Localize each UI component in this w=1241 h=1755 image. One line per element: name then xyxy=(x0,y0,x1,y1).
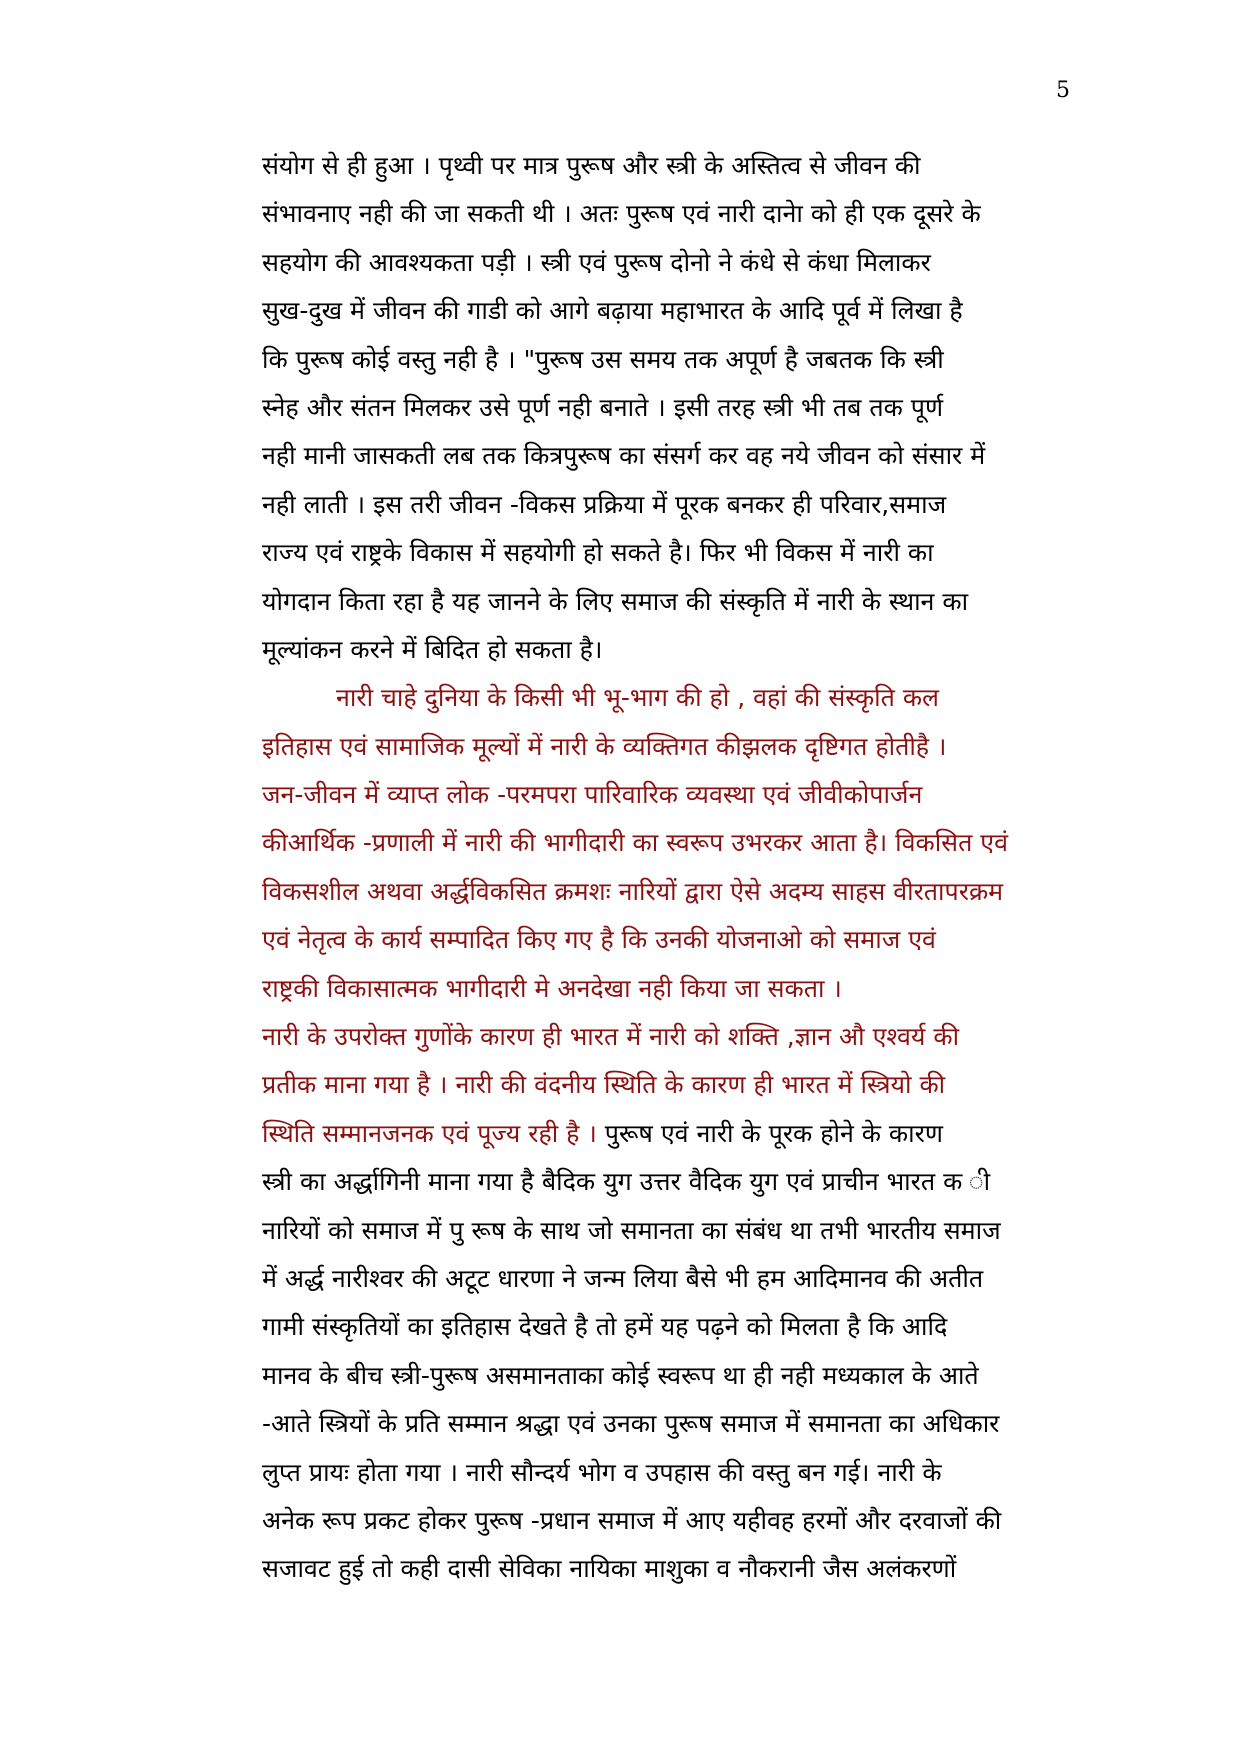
text-line: नही लाती । इस तरी जीवन -विकस प्रक्रिया में पूरक बनकर ही परिवार,समाज xyxy=(262,489,947,519)
text-line: जन-जीवन में व्याप्त लोक -परमपरा पारिवारिक व्यवस्था एवं जीवीकोपार्जन xyxy=(262,780,923,810)
text-line: नही मानी जासकती लब तक कित्रपुरूष का संसर्ग कर वह नये जीवन को संसार में xyxy=(262,441,986,471)
text-line xyxy=(262,1110,1062,1158)
text-line: में अर्द्ध नारीश्वर की अटूट धारणा ने जन्म लिया बैसे भी हम आदिमानव की अतीत xyxy=(262,1263,984,1293)
text-line: स्त्री का अर्द्धागिनी माना गया है बैदिक युग उत्तर वैदिक युग एवं प्राचीन भारत क ी xyxy=(262,1167,991,1197)
text-line: मानव के बीच स्त्री-पुरूष असमानताका कोई स्वरूप था ही नही मध्यकाल के आते xyxy=(262,1360,979,1390)
text-line: -आते स्त्रियों के प्रति सम्मान श्रद्धा एवं उनका पुरूष समाज में समानता का अधिकार xyxy=(262,1409,1000,1439)
text-segment: स्थिति सम्मानजनक एवं पूज्य रही है । xyxy=(262,1118,597,1148)
text-line: कीआर्थिक -प्रणाली में नारी की भागीदारी का स्वरूप उभरकर आता है। विकसित एवं xyxy=(262,828,1008,858)
text-line: लुप्त प्रायः होता गया । नारी सौन्दर्य भोग व उपहास की वस्तु बन गई। नारी के xyxy=(262,1457,942,1487)
text-line: एवं नेतृत्व के कार्य सम्पादित किए गए है कि उनकी योजनाओ को समाज एवं xyxy=(262,925,936,955)
page-number: 5 xyxy=(1056,78,1070,103)
text-segment: पुरूष एवं नारी के पूरक होने के कारण xyxy=(596,1118,943,1148)
body-text xyxy=(262,142,1062,1594)
text-line: कि पुरूष कोई वस्तु नही है । "पुरूष उस समय तक अपूर्ण है जबतक कि स्त्री xyxy=(262,344,944,374)
text-line: अनेक रूप प्रकट होकर पुरूष -प्रधान समाज में आए यहीवह हरमों और दरवाजों की xyxy=(262,1505,1002,1535)
text-line: राष्ट्रकी विकासात्मक भागीदारी मे अनदेखा नही किया जा सकता । xyxy=(262,973,842,1003)
text-line: गामी संस्कृतियों का इतिहास देखते है तो हमें यह पढ़ने को मिलता है कि आदि xyxy=(262,1312,948,1342)
text-line: योगदान किता रहा है यह जानने के लिए समाज की संस्कृति में नारी के स्थान का xyxy=(262,586,969,616)
text-line: विकसशील अथवा अर्द्धविकसित क्रमशः नारियों द्वारा ऐसे अदम्य साहस वीरतापरक्रम xyxy=(262,876,1004,906)
text-line: सजावट हुई तो कही दासी सेविका नायिका माशुका व नौकरानी जैस अलंकरणों xyxy=(262,1554,957,1584)
text-line: स्नेह और संतन मिलकर उसे पूर्ण नही बनाते । इसी तरह स्त्री भी तब तक पूर्ण xyxy=(262,392,944,422)
text-line: प्रतीक माना गया है । नारी की वंदनीय स्थिति के कारण ही भारत में स्त्रियो की xyxy=(262,1070,946,1100)
text-line: नारी चाहे दुनिया के किसी भी भू-भाग की हो , वहां की संस्कृति कल xyxy=(336,683,940,713)
text-line: राज्य एवं राष्ट्रके विकास में सहयोगी हो सकते है। फिर भी विकस में नारी का xyxy=(262,538,934,568)
text-line: मूल्यांकन करने में बिदित हो सकता है। xyxy=(262,634,603,664)
text-line: संभावनाए नही की जा सकती थी । अतः पुरूष एवं नारी दानेा को ही एक दूसरे के xyxy=(262,199,981,229)
text-line: सहयोग की आवश्यकता पड़ी । स्त्री एवं पुरूष दोनो ने कंधे से कंधा मिलाकर xyxy=(262,247,931,277)
text-line: नारी के उपरोक्त गुणोंके कारण ही भारत में नारी को शक्ति ,ज्ञान औ एश्वर्य की xyxy=(262,1022,960,1052)
text-line: सुख-दुख में जीवन की गाडी को आगे बढ़ाया महाभारत के आदि पूर्व में लिखा है xyxy=(262,296,963,326)
text-line: नारियों को समाज में पु रूष के साथ जो समानता का संबंध था तभी भारतीय समाज xyxy=(262,1215,1001,1245)
text-line: इतिहास एवं सामाजिक मूल्यों में नारी के व्यक्तिगत कीझलक दृष्टिगत होतीहै । xyxy=(262,731,947,761)
text-line: संयोग से ही हुआ । पृथ्वी पर मात्र पुरूष और स्त्री के अस्तित्व से जीवन की xyxy=(262,151,921,180)
